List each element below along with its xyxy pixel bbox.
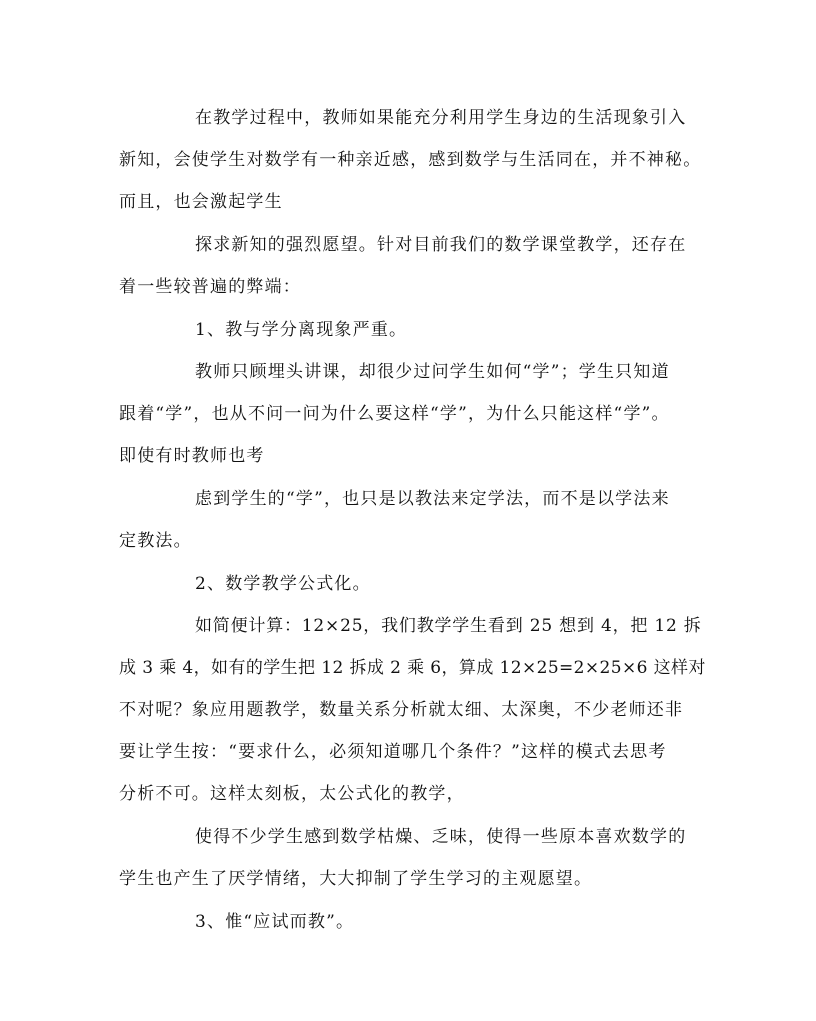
paragraph-line: 如简便计算：12×25，我们教学学生看到 25 想到 4，把 12 拆 bbox=[195, 616, 702, 636]
paragraph-line: 定教法。 bbox=[119, 531, 192, 551]
paragraph-line: 要让学生按：“要求什么，必须知道哪几个条件？”这样的模式去思考 bbox=[119, 742, 667, 762]
paragraph-line: 学生也产生了厌学情绪，大大抑制了学生学习的主观愿望。 bbox=[119, 869, 593, 889]
paragraph-line: 在教学过程中，教师如果能充分利用学生身边的生活现象引入 bbox=[195, 108, 687, 128]
paragraph-line: 成 3 乘 4，如有的学生把 12 拆成 2 乘 6，算成 12×25=2×25×6 这样对 bbox=[119, 658, 706, 678]
section-heading: 2、数学教学公式化。 bbox=[195, 574, 371, 594]
paragraph-line: 分析不可。这样太刻板，太公式化的教学， bbox=[119, 784, 465, 804]
paragraph-line: 使得不少学生感到数学枯燥、乏味，使得一些原本喜欢数学的 bbox=[195, 827, 687, 847]
section-heading: 1、教与学分离现象严重。 bbox=[195, 320, 408, 340]
paragraph-line: 新知，会使学生对数学有一种亲近感，感到数学与生活同在，并不神秘。 bbox=[119, 150, 702, 170]
paragraph-line: 即使有时教师也考 bbox=[119, 446, 265, 466]
paragraph-line: 教师只顾埋头讲课，却很少过问学生如何“学”；学生只知道 bbox=[195, 362, 670, 382]
paragraph-line: 不对呢？象应用题教学，数量关系分析就太细、太深奥，不少老师还非 bbox=[119, 700, 684, 720]
paragraph-line: 跟着“学”，也从不问一问为什么要这样“学”，为什么只能这样“学”。 bbox=[119, 404, 670, 424]
paragraph-line: 而且，也会激起学生 bbox=[119, 192, 283, 212]
paragraph-line: 探求新知的强烈愿望。针对目前我们的数学课堂教学，还存在 bbox=[195, 235, 687, 255]
paragraph-line: 虑到学生的“学”，也只是以教法来定学法，而不是以学法来 bbox=[195, 489, 670, 509]
section-heading: 3、惟“应试而教”。 bbox=[195, 912, 355, 932]
paragraph-line: 着一些较普遍的弊端： bbox=[119, 277, 301, 297]
